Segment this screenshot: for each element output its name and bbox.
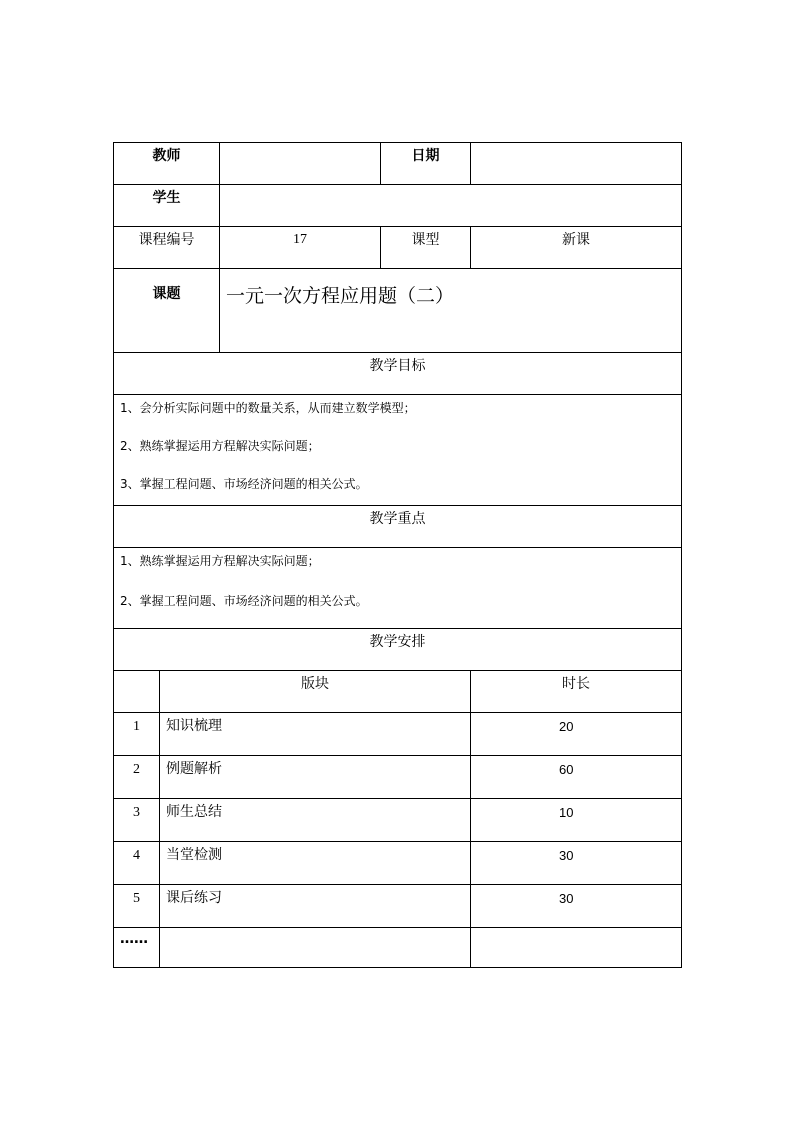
duration-value: 10 bbox=[471, 799, 682, 842]
duration-value: 30 bbox=[471, 842, 682, 885]
row-topic bbox=[114, 269, 682, 353]
lesson-plan-sheet bbox=[113, 142, 681, 968]
duration-value: 60 bbox=[471, 756, 682, 799]
course-no-value: 17 bbox=[220, 227, 381, 269]
schedule-title: 教学安排 bbox=[114, 629, 682, 671]
objective-item: 2、熟练掌握运用方程解决实际问题； bbox=[120, 439, 320, 453]
date-field[interactable] bbox=[471, 143, 682, 185]
block-name: 当堂检测 bbox=[160, 842, 471, 885]
row-number: 5 bbox=[114, 885, 160, 928]
schedule-header-no bbox=[114, 671, 160, 713]
block-name: 师生总结 bbox=[160, 799, 471, 842]
row-schedule-title bbox=[114, 629, 682, 671]
course-no-label: 课程编号 bbox=[114, 227, 220, 269]
objective-item: 3、掌握工程问题、市场经济问题的相关公式。 bbox=[120, 477, 368, 491]
block-name: 课后练习 bbox=[160, 885, 471, 928]
row-number: 2 bbox=[114, 756, 160, 799]
row-course bbox=[114, 227, 682, 269]
course-type-label: 课型 bbox=[381, 227, 471, 269]
objectives-title: 教学目标 bbox=[114, 353, 682, 395]
duration-value: 30 bbox=[471, 885, 682, 928]
row-student bbox=[114, 185, 682, 227]
row-keypoints-title bbox=[114, 506, 682, 548]
row-objectives-title bbox=[114, 353, 682, 395]
schedule-header-duration: 时长 bbox=[471, 671, 682, 713]
date-label: 日期 bbox=[381, 143, 471, 185]
lesson-plan-table bbox=[113, 142, 682, 968]
schedule-header-row bbox=[114, 671, 682, 713]
row-teacher-date bbox=[114, 143, 682, 185]
table-row bbox=[114, 885, 682, 928]
topic-value: 一元一次方程应用题（二） bbox=[220, 269, 682, 353]
empty-duration-cell bbox=[471, 928, 682, 968]
course-type-value: 新课 bbox=[471, 227, 682, 269]
keypoints-list bbox=[114, 548, 682, 629]
row-keypoints-items bbox=[114, 548, 682, 629]
objectives-list bbox=[114, 395, 682, 506]
keypoint-item: 1、熟练掌握运用方程解决实际问题； bbox=[120, 554, 320, 568]
topic-label: 课题 bbox=[114, 269, 220, 353]
schedule-header-block: 版块 bbox=[160, 671, 471, 713]
ellipsis-cell: …… bbox=[114, 928, 160, 968]
student-label: 学生 bbox=[114, 185, 220, 227]
table-row bbox=[114, 756, 682, 799]
table-row bbox=[114, 842, 682, 885]
student-field[interactable] bbox=[220, 185, 682, 227]
row-objectives-items bbox=[114, 395, 682, 506]
row-number: 3 bbox=[114, 799, 160, 842]
objective-item: 1、会分析实际问题中的数量关系，从而建立数学模型； bbox=[120, 401, 416, 415]
teacher-field[interactable] bbox=[220, 143, 381, 185]
table-row-ellipsis bbox=[114, 928, 682, 968]
keypoint-item: 2、掌握工程问题、市场经济问题的相关公式。 bbox=[120, 594, 368, 608]
row-number: 4 bbox=[114, 842, 160, 885]
block-name: 知识梳理 bbox=[160, 713, 471, 756]
block-name: 例题解析 bbox=[160, 756, 471, 799]
empty-block-cell bbox=[160, 928, 471, 968]
keypoints-title: 教学重点 bbox=[114, 506, 682, 548]
row-number: 1 bbox=[114, 713, 160, 756]
table-row bbox=[114, 799, 682, 842]
table-row bbox=[114, 713, 682, 756]
teacher-label: 教师 bbox=[114, 143, 220, 185]
duration-value: 20 bbox=[471, 713, 682, 756]
